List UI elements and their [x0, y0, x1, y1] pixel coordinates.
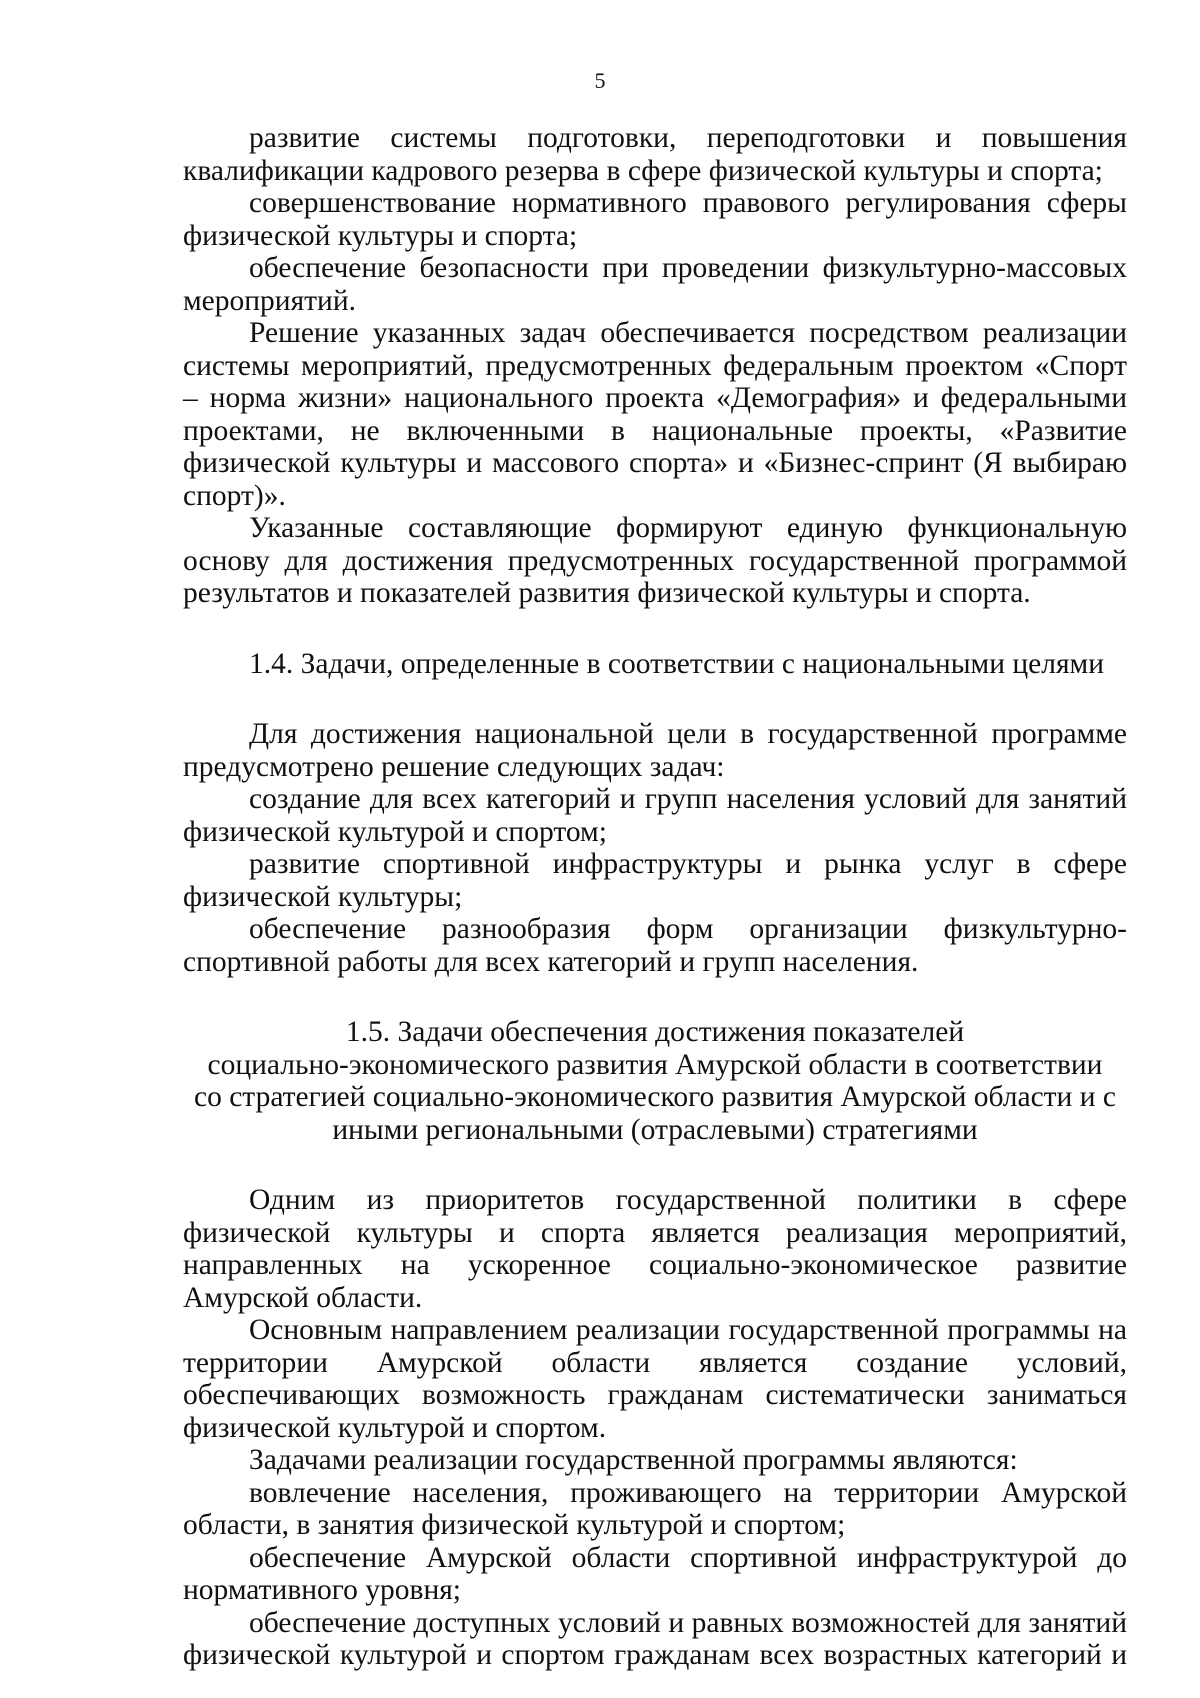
paragraph: развитие системы подготовки, переподготовки и повышения квалификации кадрового резерва в сфере физической культуры и спорта; — [183, 122, 1127, 187]
section-heading-1-5 — [183, 1016, 1127, 1146]
spacer — [183, 680, 1127, 718]
spacer — [183, 1146, 1127, 1184]
paragraph: обеспечение доступных условий и равных возможностей для занятий физической культурой и спортом гражданам всех возрастных категорий и — [183, 1606, 1127, 1671]
heading-line: социально-экономического развития Амурской области в соответствии — [207, 1048, 1103, 1081]
paragraph: обеспечение разнообразия форм организации физкультурно-спортивной работы для всех категорий и групп населения. — [183, 913, 1127, 978]
paragraph: Основным направлением реализации государственной программы на территории Амурской области является создание условий, обеспечивающих возможность гражданам систематически заниматься физической культурой и спортом. — [183, 1314, 1127, 1444]
paragraph: развитие спортивной инфраструктуры и рынка услуг в сфере физической культуры; — [183, 848, 1127, 913]
paragraph: обеспечение Амурской области спортивной инфраструктурой до нормативного уровня; — [183, 1541, 1127, 1606]
section-heading-1-4: 1.4. Задачи, определенные в соответствии с национальными целями — [249, 647, 1104, 680]
heading-line: иными региональными (отраслевыми) стратегиями — [332, 1113, 978, 1146]
document-body — [183, 122, 1127, 1672]
page-number: 5 — [594, 68, 606, 93]
paragraph: Решение указанных задач обеспечивается посредством реализации системы мероприятий, предусмотренных федеральным проектом «Спорт – норма жизни» национального проекта «Демография» и федеральными проектами, не включенными в национальные проекты, «Развитие физической культуры и массового спорта» и «Бизнес-спринт (Я выбираю спорт)». — [183, 317, 1127, 512]
heading-line: со стратегией социально-экономического развития Амурской области и с — [194, 1081, 1116, 1113]
paragraph: совершенствование нормативного правового регулирования сферы физической культуры и спорта; — [183, 187, 1127, 252]
paragraph: обеспечение безопасности при проведении физкультурно-массовых мероприятий. — [183, 252, 1127, 317]
paragraph: Указанные составляющие формируют единую функциональную основу для достижения предусмотренных государственной программой результатов и показателей развития физической культуры и спорта. — [183, 512, 1127, 609]
paragraph: Для достижения национальной цели в государственной программе предусмотрено решение следующих задач: — [183, 718, 1127, 783]
paragraph: Задачами реализации государственной программы являются: — [249, 1444, 1018, 1476]
spacer — [183, 610, 1127, 648]
paragraph: вовлечение населения, проживающего на территории Амурской области, в занятия физической культурой и спортом; — [183, 1476, 1127, 1541]
heading-line: 1.5. Задачи обеспечения достижения показателей — [345, 1016, 965, 1048]
paragraph: Одним из приоритетов государственной политики в сфере физической культуры и спорта является реализация мероприятий, направленных на ускоренное социально-экономическое развитие Амурской области. — [183, 1184, 1127, 1314]
paragraph: создание для всех категорий и групп населения условий для занятий физической культурой и спортом; — [183, 783, 1127, 848]
spacer — [183, 978, 1127, 1016]
